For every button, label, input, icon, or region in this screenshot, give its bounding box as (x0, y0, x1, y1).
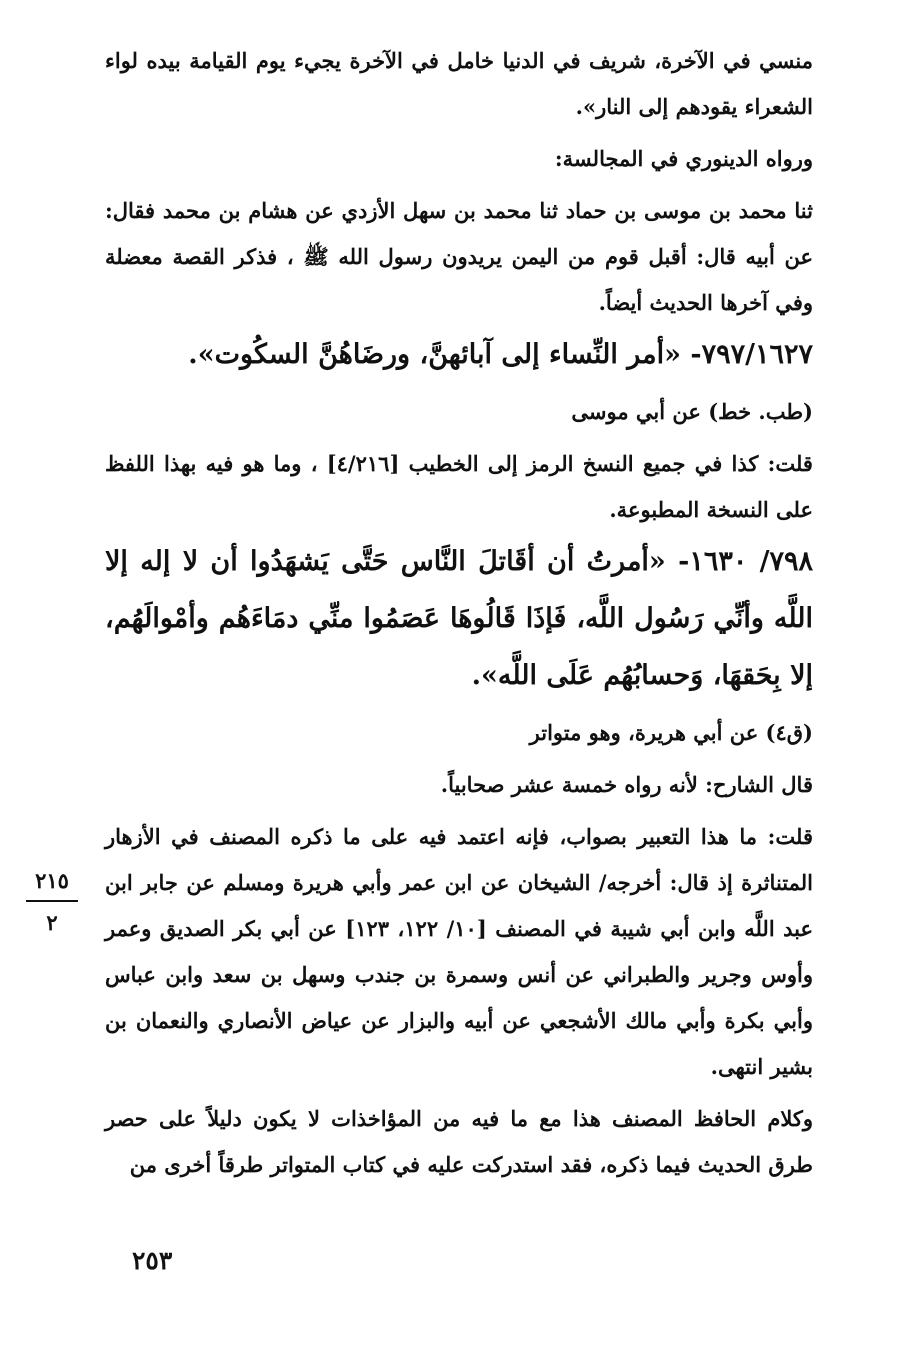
reference-797: (طب. خط) عن أبي موسى (571, 399, 813, 424)
margin-note-rule (26, 900, 78, 902)
paragraph-3: ثنا محمد بن موسى بن حماد ثنا محمد بن سهل الأزدي عن هشام بن محمد فقال: عن أبيه قال: أقبل قوم من اليمن يريدون رسول الله ﷺ ، فذكر القصة معضلة وفي آخرها الحديث أيضاً. (105, 198, 813, 315)
comment-2-lead: قلت: (767, 824, 813, 849)
comment-2 (105, 814, 813, 1090)
paragraph-5: وكلام الحافظ المصنف هذا مع ما فيه من المؤاخذات لا يكون دليلاً على حصر طرق الحديث فيما ذكره، فقد استدركت عليه في كتاب المتواتر طرقاً أخرى من (105, 1106, 813, 1177)
margin-folio-note (22, 866, 82, 938)
page-body (105, 38, 813, 1298)
comment-1-lead: قلت: (767, 451, 813, 476)
margin-note-bottom: ٢ (46, 910, 58, 935)
hadith-798: ٧٩٨/ ١٦٣٠- «أمرتُ أن أقَاتلَ النَّاس حَتَّى يَشهَدُوا أن لا إله إلا اللَّه وأنِّي رَسُول اللَّه، فَإذَا قَالُوهَا عَصَمُوا منِّي دمَاءَهُم وأمْوالَهُم، إلا بِحَقهَا، وَحسابُهُم عَلَى اللَّه». (105, 546, 814, 691)
comment-1-body: كذا في جميع النسخ الرمز إلى الخطيب [٤/٢١٦] ، وما هو فيه بهذا اللفظ على النسخة المطبوعة. (105, 451, 813, 522)
comment-2-body: ما هذا التعبير بصواب، فإنه اعتمد فيه على ما ذكره المصنف في الأزهار المتناثرة إذ قال: أخرجه/ الشيخان عن ابن عمر وأبي هريرة ومسلم عن جابر ابن عبد اللَّه وابن أبي شيبة في المصنف [١٠/ ١٢٢، ١٢٣] عن أبي بكر الصديق وعمر وأوس وجرير والطبراني عن أنس وسمرة بن جندب وسهل بن سعد وابن عباس وأبي بكرة وأبي مالك الأشجعي عن أبيه والبزار عن عياض الأنصاري والنعمان بن بشير انتهى. (105, 824, 814, 1079)
page-number: ٢٥٣ (132, 1246, 173, 1275)
paragraph-1: منسي في الآخرة، شريف في الدنيا خامل في الآخرة يجيء يوم القيامة بيده لواء الشعراء يقودهم إلى النار». (105, 48, 813, 119)
paragraph-4: قال الشارح: لأنه رواه خمسة عشر صحابياً. (440, 772, 813, 797)
reference-798: (ق٤) عن أبي هريرة، وهو متواتر (529, 720, 813, 745)
paragraph-2: ورواه الدينوري في المجالسة: (554, 146, 813, 171)
comment-1 (105, 441, 813, 533)
hadith-797: ٧٩٧/١٦٢٧- «أمر النِّساء إلى آبائهنَّ، ورضَاهُنَّ السكُوت». (188, 339, 813, 370)
margin-note-top: ٢١٥ (35, 868, 69, 893)
